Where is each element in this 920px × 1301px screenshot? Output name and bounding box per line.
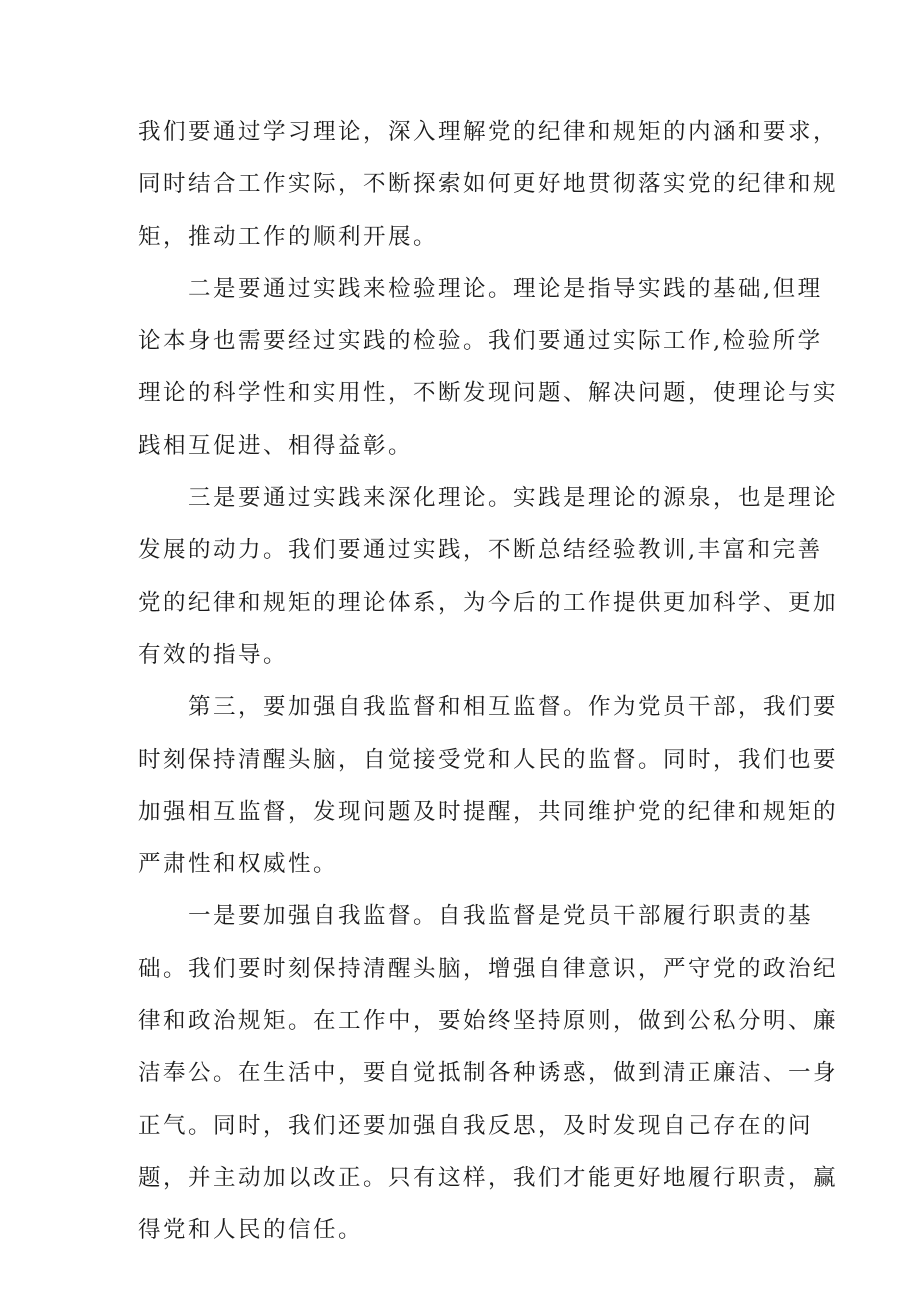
text-line: 题，并主动加以改正。只有这样，我们才能更好地履行职责，赢 (138, 1164, 839, 1191)
text-line: 我们要通过学习理论，深入理解党的纪律和规矩的内涵和要求， (138, 119, 839, 145)
document-body (138, 108, 839, 1259)
text-line: 第三，要加强自我监督和相互监督。作为党员干部，我们要 (138, 694, 839, 721)
text-line: 加强相互监督，发现问题及时提醒，共同维护党的纪律和规矩的 (138, 798, 839, 825)
text-line: 得党和人民的信任。 (138, 1217, 364, 1244)
text-line: 有效的指导。 (138, 641, 289, 668)
text-line: 正气。同时，我们还要加强自我反思，及时发现自己存在的问 (138, 1112, 814, 1139)
text-line: 党的纪律和规矩的理论体系，为今后的工作提供更加科学、更加 (138, 589, 839, 616)
text-line: 础。我们要时刻保持清醒头脑，增强自律意识，严守党的政治纪 (138, 955, 839, 982)
text-line: 同时结合工作实际，不断探索如何更好地贯彻落实党的纪律和规 (138, 171, 839, 198)
text-line: 一是要加强自我监督。自我监督是党员干部履行职责的基 (138, 903, 814, 930)
text-line: 践相互促进、相得益彰。 (138, 432, 414, 459)
text-line: 二是要通过实践来检验理论。理论是指导实践的基础,但理 (138, 275, 823, 302)
text-line: 时刻保持清醒头脑，自觉接受党和人民的监督。同时，我们也要 (138, 746, 839, 773)
text-line: 矩，推动工作的顺利开展。 (138, 223, 439, 250)
text-line: 发展的动力。我们要通过实践，不断总结经验教训,丰富和完善 (138, 537, 823, 564)
text-line: 三是要通过实践来深化理论。实践是理论的源泉，也是理论 (138, 485, 839, 512)
text-line: 严肃性和权威性。 (138, 851, 339, 878)
text-line: 律和政治规矩。在工作中，要始终坚持原则，做到公私分明、廉 (138, 1008, 839, 1035)
text-line: 理论的科学性和实用性，不断发现问题、解决问题，使理论与实 (138, 380, 839, 407)
text-line: 洁奉公。在生活中，要自觉抵制各种诱惑，做到清正廉洁、一身 (138, 1060, 839, 1087)
text-line: 论本身也需要经过实践的检验。我们要通过实际工作,检验所学 (138, 328, 823, 355)
